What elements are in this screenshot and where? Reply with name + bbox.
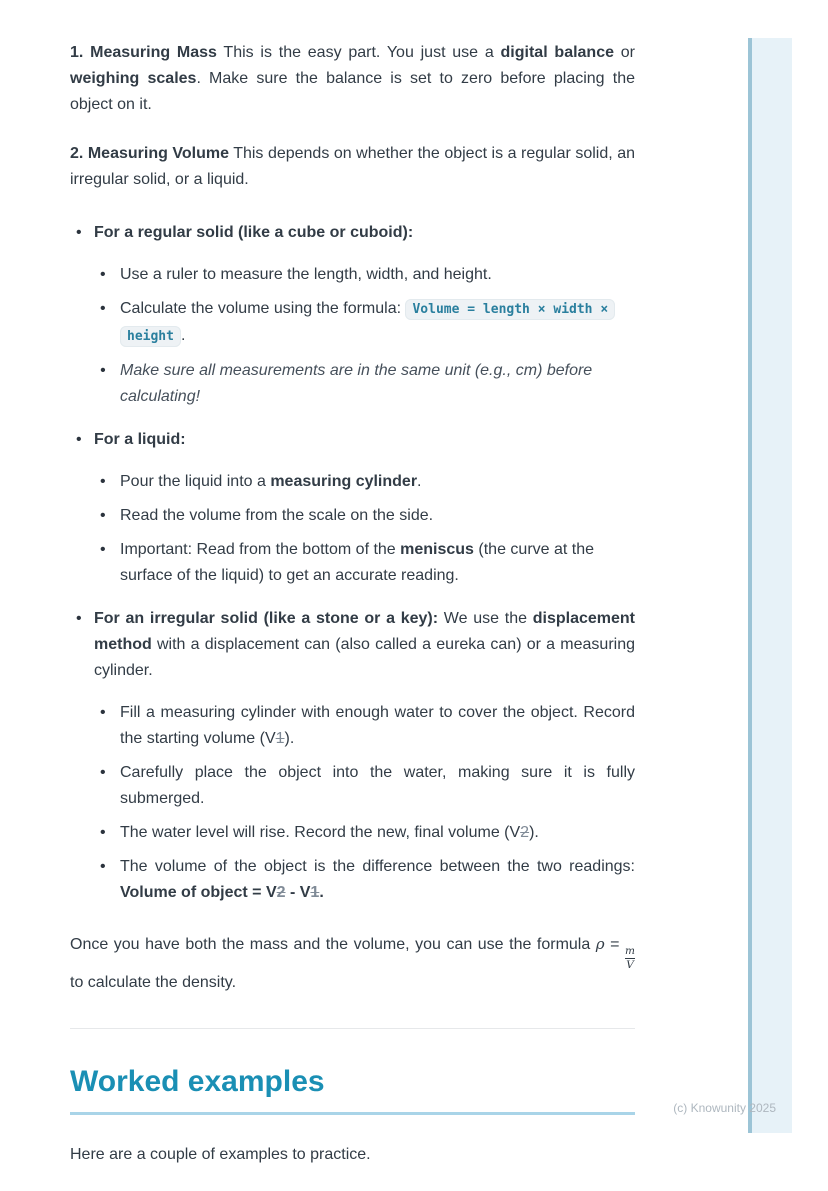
text-segment: ). xyxy=(529,824,539,841)
text-segment: Important: Read from the bottom of the xyxy=(120,541,401,558)
copyright-watermark: (c) Knowunity 2025 xyxy=(673,1101,776,1115)
term-digital-balance: digital balance xyxy=(500,44,614,61)
irregular-solid-heading: For an irregular solid (like a stone or a key): xyxy=(94,610,439,627)
list-item xyxy=(94,503,635,529)
document-content xyxy=(70,40,635,1191)
fraction-denominator: V xyxy=(626,958,634,971)
text-segment: Carefully place the object into the water, making sure it is fully submerged. xyxy=(120,764,635,807)
term-measuring-cylinder: measuring cylinder xyxy=(270,473,418,490)
list-item-irregular-solid xyxy=(70,606,635,906)
list-item xyxy=(94,820,635,846)
text-segment: This is the easy part. You just use a xyxy=(216,44,501,61)
paragraph-density-formula xyxy=(70,931,635,996)
text-segment: or xyxy=(614,44,635,61)
fraction-numerator: m xyxy=(625,945,635,957)
paragraph-measuring-mass xyxy=(70,40,635,118)
paragraph-section-intro: Here are a couple of examples to practice. xyxy=(70,1146,371,1163)
density-formula xyxy=(595,935,635,971)
text-segment: Make sure all measurements are in the same unit (e.g., cm) before calculating! xyxy=(120,362,593,405)
text-segment: Once you have both the mass and the volume, you can use the formula xyxy=(70,936,596,953)
text-segment: . Make sure the balance is set to zero before placing the object on it. xyxy=(70,70,635,113)
regular-solid-heading: For a regular solid (like a cube or cuboid): xyxy=(94,224,414,241)
list-item-regular-solid xyxy=(70,220,635,410)
irregular-solid-steps xyxy=(94,700,635,906)
liquid-steps xyxy=(94,469,635,589)
text-segment: The water level will rise. Record the new, final volume (V xyxy=(120,824,521,841)
paragraph-measuring-volume xyxy=(70,141,635,193)
text-segment: The volume of the object is the difference between the two readings: xyxy=(120,858,635,875)
equals-sign: = xyxy=(604,936,626,953)
list-item xyxy=(94,537,635,589)
list-item xyxy=(94,469,635,495)
section-divider xyxy=(70,1028,635,1029)
term-displacement-method: displacement method xyxy=(94,610,635,653)
liquid-heading: For a liquid: xyxy=(94,431,186,448)
mass-over-volume-fraction xyxy=(625,946,635,970)
term-weighing-scales: weighing scales xyxy=(70,70,197,87)
rho-symbol: ρ xyxy=(595,935,605,953)
volume-difference-formula: - V xyxy=(285,884,311,901)
text-segment: Fill a measuring cylinder with enough water to cover the object. Record the starting volume (V xyxy=(120,704,635,747)
text-segment: (the curve at the surface of the liquid) to get an accurate reading. xyxy=(120,541,595,584)
term-measuring-mass: 1. Measuring Mass xyxy=(70,44,217,61)
volume-difference-formula: Volume of object = V xyxy=(120,884,277,901)
text-segment: . xyxy=(319,884,324,901)
next-page-edge-fill xyxy=(752,38,792,1133)
subscript-v2: 2 xyxy=(520,824,530,841)
subscript-v1: 1 xyxy=(310,884,320,901)
list-item xyxy=(94,700,635,752)
list-item xyxy=(94,296,635,350)
list-item xyxy=(94,262,635,288)
subscript-v1: 1 xyxy=(275,730,285,747)
text-segment: with a displacement can (also called a eureka can) or a measuring cylinder. xyxy=(94,636,635,679)
text-segment: Use a ruler to measure the length, width, and height. xyxy=(120,266,492,283)
volume-methods-list xyxy=(70,220,635,906)
list-item-liquid xyxy=(70,427,635,589)
text-segment: This depends on whether the object is a regular solid, an irregular solid, or a liquid. xyxy=(70,145,635,188)
term-measuring-volume: 2. Measuring Volume xyxy=(70,145,229,162)
subscript-v2: 2 xyxy=(276,884,286,901)
text-segment: . xyxy=(417,473,422,490)
regular-solid-steps xyxy=(94,262,635,410)
list-item xyxy=(94,760,635,812)
text-segment: We use the xyxy=(438,610,533,627)
list-item xyxy=(94,854,635,906)
text-segment: . xyxy=(180,327,186,344)
next-page-edge-line xyxy=(748,38,752,1133)
volume-formula-code: Volume = length × width × height xyxy=(120,299,615,347)
text-segment: Pour the liquid into a xyxy=(120,473,271,490)
text-segment: to calculate the density. xyxy=(70,974,237,991)
text-segment: Calculate the volume using the formula: xyxy=(120,300,406,317)
section-heading-worked-examples: Worked examples xyxy=(70,1065,635,1115)
term-meniscus: meniscus xyxy=(400,541,474,558)
list-item-note xyxy=(94,358,635,410)
text-segment: Read the volume from the scale on the side. xyxy=(120,507,434,524)
text-segment: ). xyxy=(284,730,295,747)
